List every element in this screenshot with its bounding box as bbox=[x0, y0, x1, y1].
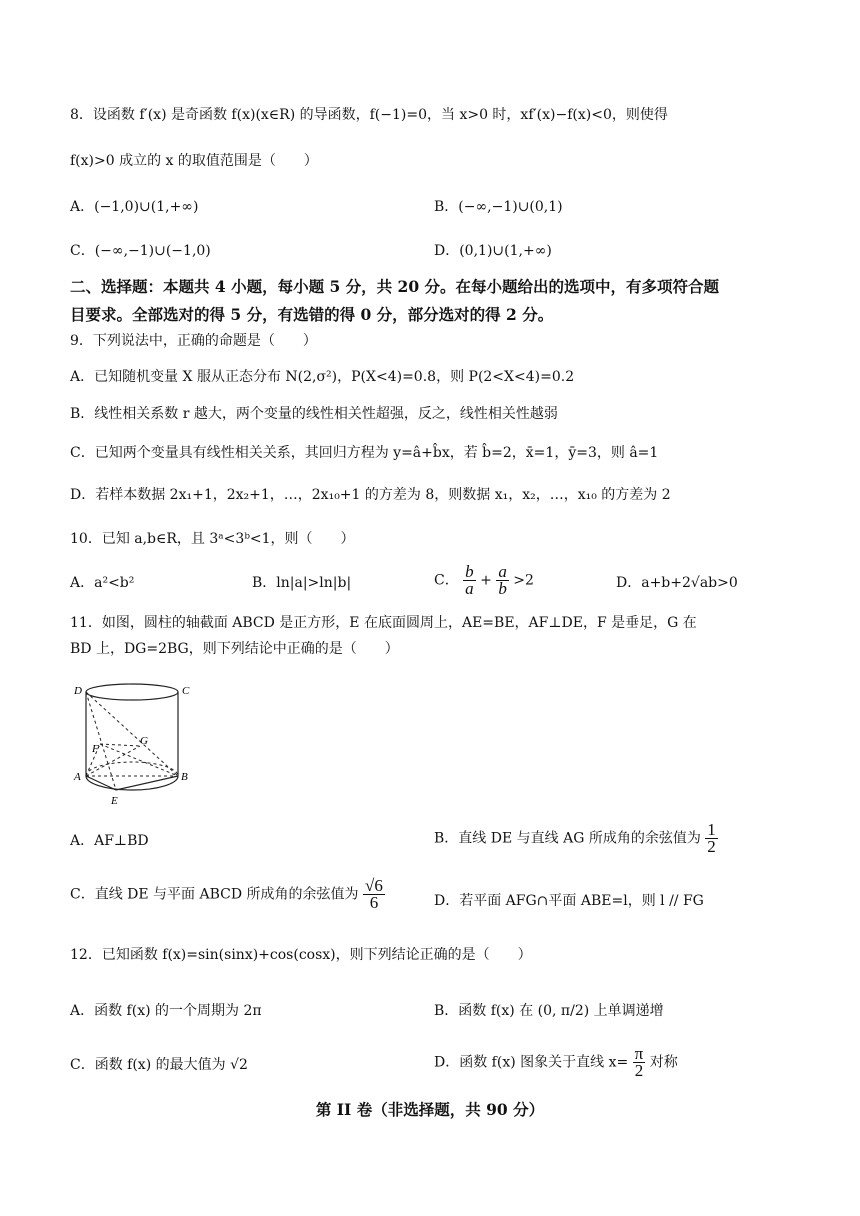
q8-option-c: C．(−∞,−1)∪(−1,0) bbox=[70, 243, 211, 259]
q9-stem: 9．下列说法中，正确的命题是（ ） bbox=[70, 333, 317, 349]
fig-label-b: B bbox=[181, 771, 188, 783]
q12-option-c: C．函数 f(x) 的最大值为 √2 bbox=[70, 1057, 248, 1073]
fig-label-c: C bbox=[182, 685, 190, 697]
q11-option-a: A．AF⊥BD bbox=[70, 833, 149, 849]
q11-stem-line1: 11．如图，圆柱的轴截面 ABCD 是正方形，E 在底面圆周上，AE=BE，AF⊥DE，F 是垂足，G 在 bbox=[70, 615, 697, 631]
q8-option-a: A．(−1,0)∪(1,+∞) bbox=[70, 199, 199, 215]
q10-option-d: D．a+b+2√ab>0 bbox=[616, 575, 738, 591]
q10-option-b: B．ln|a|>ln|b| bbox=[252, 575, 352, 591]
section2-instructions-line2: 目要求。全部选对的得 5 分，有选错的得 0 分，部分选对的得 2 分。 bbox=[70, 305, 554, 324]
q9-option-c: C．已知两个变量具有线性相关关系，其回归方程为 y=â+b̂x，若 b̂=2，x̄=1，ȳ=3，则 â=1 bbox=[70, 445, 659, 461]
q12-option-a: A．函数 f(x) 的一个周期为 2π bbox=[70, 1003, 262, 1019]
q10-option-a: A．a²<b² bbox=[70, 575, 135, 591]
fig-label-f: F bbox=[92, 743, 99, 755]
q11-option-b: B．直线 DE 与直线 AG 所成角的余弦值为 $\frac{1}{2}$ bbox=[434, 820, 716, 856]
q10-option-c: C． $\frac{b}{a}$ + $\frac{a}{b}$ >2 bbox=[434, 562, 534, 598]
q9-option-d: D．若样本数据 2x₁+1，2x₂+1，…，2x₁₀+1 的方差为 8，则数据 x₁，x₂，…，x₁₀ 的方差为 2 bbox=[70, 487, 671, 503]
q8-stem-line1: 8．设函数 f′(x) 是奇函数 f(x)(x∈R) 的导函数，f(−1)=0，当 x>0 时，xf′(x)−f(x)<0，则使得 bbox=[70, 107, 668, 123]
section2-instructions-line1: 二、选择题：本题共 4 小题，每小题 5 分，共 20 分。在每小题给出的选项中，有多项符合题 bbox=[70, 277, 720, 296]
q11-option-c: C．直线 DE 与平面 ABCD 所成角的余弦值为 $\frac{√6}{6}$ bbox=[70, 876, 383, 912]
fig-label-a: A bbox=[74, 771, 81, 783]
fig-label-g: G bbox=[140, 735, 148, 747]
fig-label-e: E bbox=[111, 795, 118, 807]
q8-option-b: B．(−∞,−1)∪(0,1) bbox=[434, 199, 563, 215]
q9-option-a: A．已知随机变量 X 服从正态分布 N(2,σ²)，P(X<4)=0.8，则 P(2<X<4)=0.2 bbox=[70, 369, 575, 385]
q8-stem-line2: f(x)>0 成立的 x 的取值范围是（ ） bbox=[70, 153, 318, 169]
q10-stem: 10．已知 a,b∈R，且 3ᵃ<3ᵇ<1，则（ ） bbox=[70, 531, 355, 547]
q8-option-d: D．(0,1)∪(1,+∞) bbox=[434, 243, 552, 259]
q12-stem: 12．已知函数 f(x)=sin(sinx)+cos(cosx)，则下列结论正确的是（ ） bbox=[70, 947, 532, 963]
q9-option-b: B．线性相关系数 r 越大，两个变量的线性相关性超强，反之，线性相关性越弱 bbox=[70, 406, 558, 422]
part2-title: 第 II 卷（非选择题，共 90 分） bbox=[315, 1100, 545, 1119]
q12-option-b: B．函数 f(x) 在 (0, π/2) 上单调递增 bbox=[434, 1003, 664, 1019]
fig-label-d: D bbox=[74, 685, 82, 697]
q11-stem-line2: BD 上，DG=2BG，则下列结论中正确的是（ ） bbox=[70, 641, 399, 657]
q11-option-d: D．若平面 AFG∩平面 ABE=l，则 l // FG bbox=[434, 893, 704, 909]
cylinder-figure bbox=[70, 680, 200, 810]
q12-option-d: D．函数 f(x) 图象关于直线 x= $\frac{\pi}{2}$ 对称 bbox=[434, 1044, 678, 1080]
